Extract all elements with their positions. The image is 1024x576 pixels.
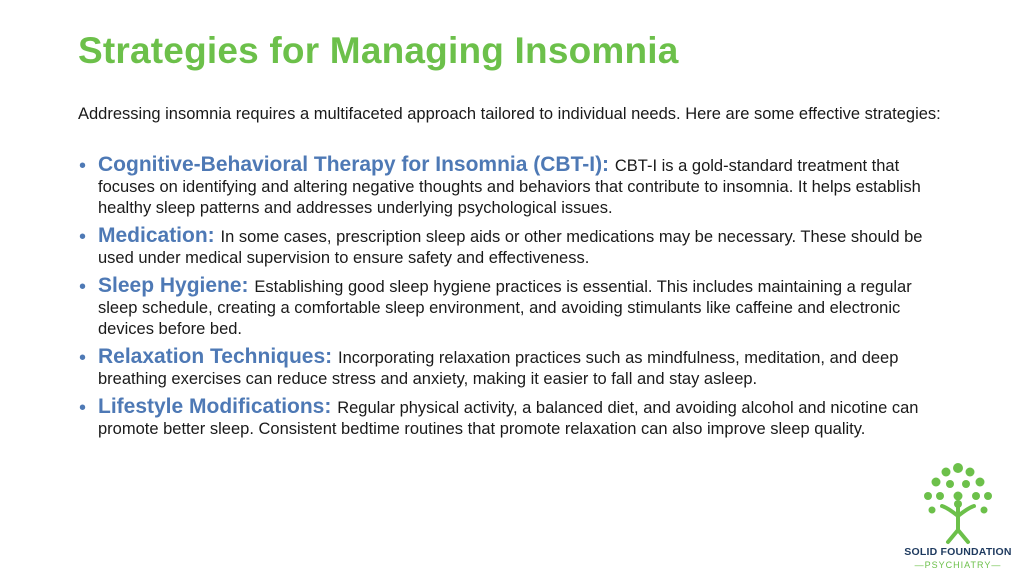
- bullet-icon: •: [79, 347, 87, 369]
- company-logo: [898, 460, 1018, 572]
- strategy-description: Regular physical activity, a balanced diet, and avoiding alcohol and nicotine can promote better sleep. Consistent bedtime routines that promote relaxation can also improve sleep quality.: [98, 399, 919, 438]
- list-item: [78, 154, 950, 219]
- list-item: [78, 275, 950, 340]
- strategy-description: Establishing good sleep hygiene practices is essential. This includes maintaining a regular sleep schedule, creating a comfortable sleep environment, and avoiding stimulants like caffeine and electronic devices before bed.: [98, 278, 912, 338]
- strategy-term: Sleep Hygiene:: [98, 274, 255, 297]
- strategy-description: In some cases, prescription sleep aids or other medications may be necessary. These should be used under medical supervision to ensure safety and effectiveness.: [98, 228, 923, 267]
- logo-subtitle: —PSYCHIATRY—: [914, 560, 1002, 570]
- strategy-term: Medication:: [98, 224, 221, 247]
- list-item: [78, 396, 950, 440]
- slide-title: Strategies for Managing Insomnia: [78, 30, 679, 71]
- list-item: [78, 346, 950, 390]
- strategy-term: Lifestyle Modifications:: [98, 395, 338, 418]
- strategy-term: Cognitive-Behavioral Therapy for Insomnia (CBT-I):: [98, 153, 615, 176]
- logo-name: SOLID FOUNDATION: [904, 546, 1012, 558]
- bullet-icon: •: [79, 155, 87, 177]
- bullet-icon: •: [79, 276, 87, 298]
- intro-paragraph: Addressing insomnia requires a multifaceted approach tailored to individual needs. Here are some effective strategies:: [78, 105, 941, 123]
- bullet-icon: •: [79, 397, 87, 419]
- strategy-description: CBT-I is a gold-standard treatment that focuses on identifying and altering negative thoughts and behaviors that contribute to insomnia. It helps establish healthy sleep patterns and addresses underlying psychological issues.: [98, 157, 921, 217]
- list-item: [78, 225, 950, 269]
- strategy-list: [78, 154, 950, 446]
- bullet-icon: •: [79, 226, 87, 248]
- strategy-term: Relaxation Techniques:: [98, 345, 338, 368]
- tree-person-icon: [918, 460, 998, 546]
- strategy-description: Incorporating relaxation practices such as mindfulness, meditation, and deep breathing exercises can reduce stress and anxiety, making it easier to fall and stay asleep.: [98, 349, 899, 388]
